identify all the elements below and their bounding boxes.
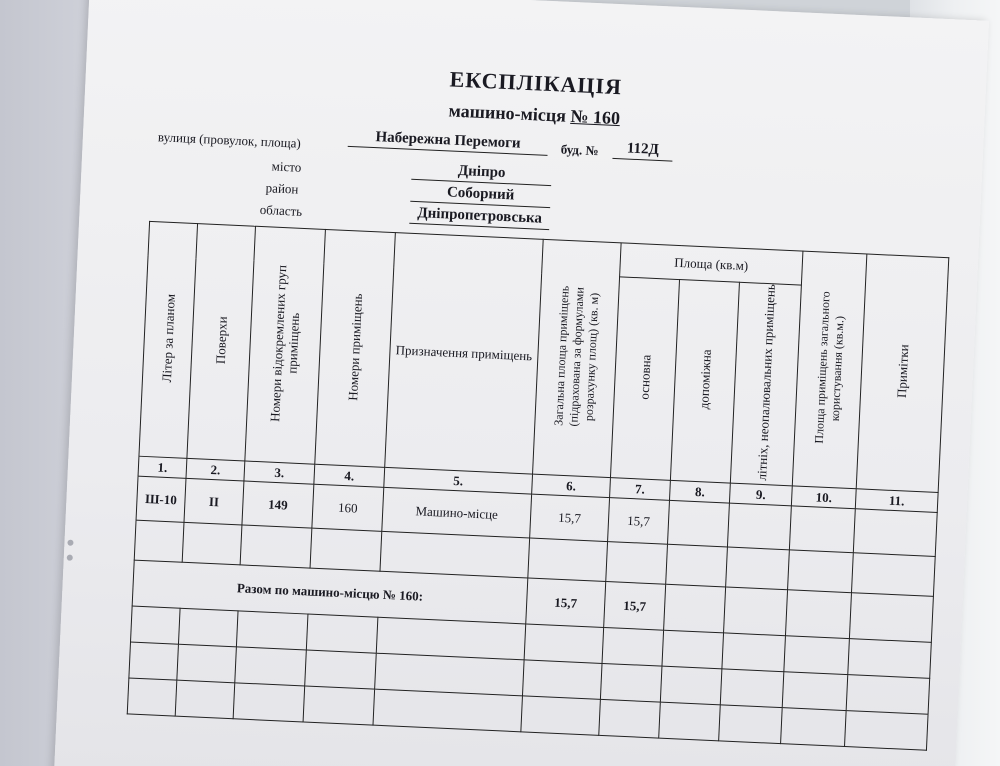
building-label: буд. №: [560, 141, 599, 159]
district-value: Соборний: [410, 183, 551, 208]
column-number: 11.: [855, 489, 938, 513]
punch-hole: [67, 540, 73, 546]
street-value: Набережна Перемоги: [348, 128, 549, 156]
cell-floor: ІІ: [184, 479, 244, 526]
document-page: [54, 0, 989, 766]
column-number: 8.: [669, 481, 730, 504]
column-number: 7.: [610, 478, 671, 501]
table-header-row: [148, 221, 949, 291]
column-number: 3.: [244, 461, 315, 484]
region-label: область: [259, 201, 303, 219]
building-value: 112Д: [612, 140, 673, 162]
column-number: 9.: [729, 484, 792, 507]
header-cell: Примітки: [856, 254, 949, 493]
header-cell-area-group: Площа (кв.м): [620, 243, 803, 285]
street-label: вулиця (провулок, площа): [157, 129, 302, 151]
header-cell: Літер за планом: [139, 221, 198, 458]
city-value: Дніпро: [411, 161, 552, 186]
cell-group: 149: [242, 481, 314, 528]
cell-purpose: Машино-місце: [382, 488, 532, 539]
header-cell: допоміжна: [670, 280, 739, 484]
total-label: Разом по машино-місцю № 160:: [132, 561, 528, 625]
subtitle-number: № 160: [570, 105, 621, 129]
column-number: 2.: [186, 459, 245, 482]
total-main-area: 15,7: [604, 582, 666, 631]
header-cell: літніх, неопалювальних приміщень: [730, 282, 801, 486]
header-cell: основна: [610, 277, 679, 481]
header-cell: Номери відокремлених груп приміщень: [245, 226, 326, 464]
column-number: 5.: [384, 468, 533, 495]
document-title: ЕКСПЛІКАЦІЯ: [449, 66, 623, 100]
city-label: місто: [271, 158, 302, 175]
region-value: Дніпропетровська: [409, 205, 550, 230]
column-number: 4.: [314, 465, 385, 488]
header-cell: Поверхи: [187, 224, 256, 462]
explication-table: [127, 221, 950, 751]
cell-liter: Ш-10: [136, 477, 186, 523]
column-number: 1.: [138, 457, 187, 479]
cell-empty: [853, 509, 937, 557]
column-number: 10.: [791, 486, 856, 509]
total-area: 15,7: [526, 578, 606, 627]
header-cell: Номери приміщень: [315, 229, 396, 467]
column-number: 6.: [532, 475, 611, 499]
cell-room: 160: [312, 485, 384, 532]
subtitle-prefix: машино-місця: [448, 100, 567, 126]
header-cell: Призначення приміщень: [385, 233, 544, 475]
header-cell: Загальна площа приміщень (підрахована за формулами розрахунку площ) (кв. м): [533, 239, 622, 478]
cell-main-area: 15,7: [608, 498, 670, 545]
district-label: район: [265, 180, 299, 197]
cell-empty: [789, 506, 855, 553]
header-cell: Площа приміщень загального користування (кв.м.): [792, 251, 867, 489]
punch-hole: [67, 555, 73, 561]
cell-empty: [727, 504, 791, 551]
cell-total-area: 15,7: [530, 495, 610, 542]
cell-empty: [667, 501, 729, 548]
